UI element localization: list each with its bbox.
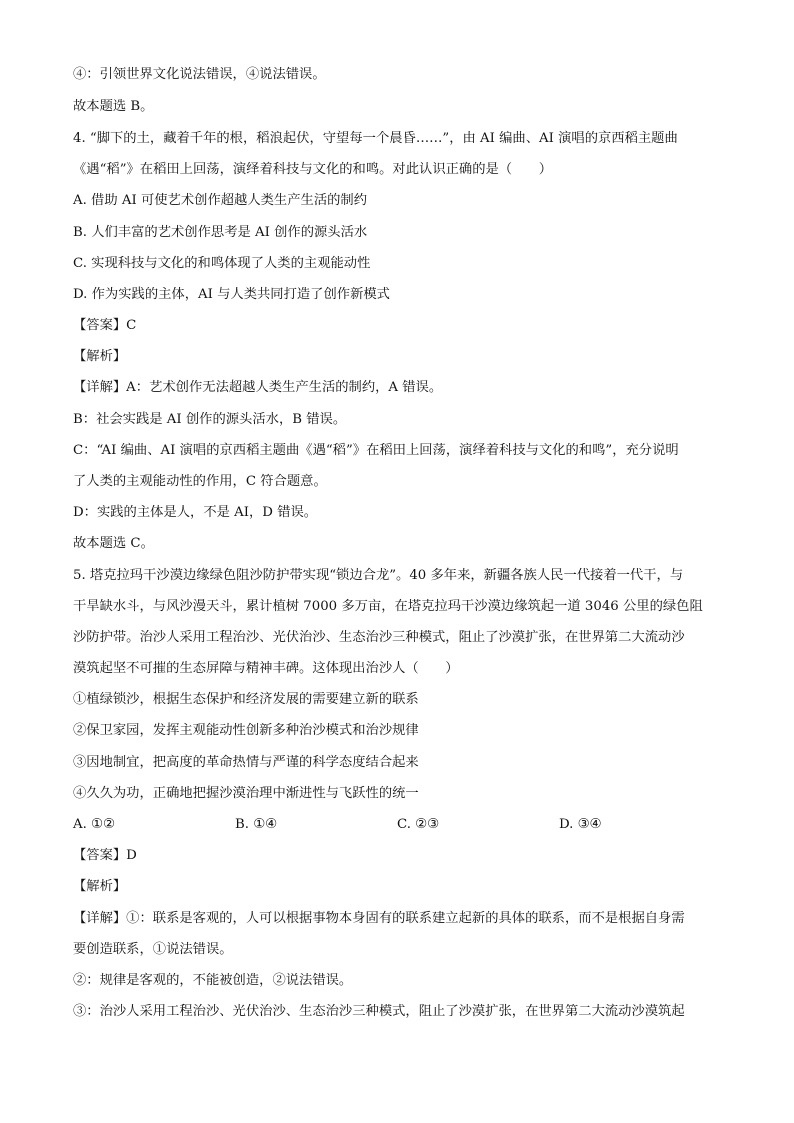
option-b: B. ①④ <box>235 817 278 832</box>
statement-1: ①植绿锁沙，根据生态保护和经济发展的需要建立新的联系 <box>73 692 419 707</box>
analysis-text: ③：治沙人采用工程治沙、光伏治沙、生态治沙三种模式，阻止了沙漠扩张，在世界第二大流动沙漠筑起 <box>73 1004 685 1019</box>
options-row <box>73 817 723 833</box>
question-5-stem: 漠筑起坚不可摧的生态屏障与精神丰碑。这体现出治沙人（ ） <box>73 661 459 676</box>
question-5-stem: 5. 塔克拉玛干沙漠边缘绿色阻沙防护带实现“锁边合龙”。40 多年来，新疆各族人民一代接着一代干，与 <box>73 568 684 583</box>
analysis-text: 了人类的主观能动性的作用，C 符合题意。 <box>73 474 327 489</box>
answer-label: 【答案】D <box>73 848 137 863</box>
statement-2: ②保卫家园，发挥主观能动性创新多种治沙模式和治沙规律 <box>73 723 419 738</box>
option-c: C. ②③ <box>397 817 439 832</box>
option-d: D. 作为实践的主体，AI 与人类共同打造了创作新模式 <box>73 287 390 302</box>
text-line: 故本题选 C。 <box>73 536 154 551</box>
analysis-text: D：实践的主体是人，不是 AI，D 错误。 <box>73 505 318 520</box>
statement-4: ④久久为功，正确地把握沙漠治理中渐进性与飞跃性的统一 <box>73 786 419 801</box>
analysis-text: C：“AI 编曲、AI 演唱的京西稻主题曲《遇“稻”》在稻田上回荡，演绎着科技与文化的和鸣”，充分说明 <box>73 443 679 458</box>
question-4-stem: 4. “脚下的土，藏着千年的根，稻浪起伏，守望每一个晨昏……”，由 AI 编曲、AI 演唱的京西稻主题曲 <box>73 131 678 146</box>
option-a: A. ①② <box>73 817 115 832</box>
option-d: D. ③④ <box>559 817 602 832</box>
option-a: A. 借助 AI 可使艺术创作超越人类生产生活的制约 <box>73 193 368 208</box>
question-5-stem: 干旱缺水斗，与风沙漫天斗，累计植树 7000 多万亩，在塔克拉玛干沙漠边缘筑起一道 3046 公里的绿色阻 <box>73 599 703 614</box>
analysis-label: 【解析】 <box>73 879 127 894</box>
text-line: ④：引领世界文化说法错误，④说法错误。 <box>73 67 326 82</box>
analysis-text: ②：规律是客观的，不能被创造，②说法错误。 <box>73 973 353 988</box>
text-line: 故本题选 B。 <box>73 99 154 114</box>
question-4-stem: 《遇“稻”》在稻田上回荡，演绎着科技与文化的和鸣。对此认识正确的是（ ） <box>73 162 552 177</box>
analysis-text: 【详解】①：联系是客观的，人可以根据事物本身固有的联系建立起新的具体的联系，而不是根据自身需 <box>73 911 685 926</box>
question-5-stem: 沙防护带。治沙人采用工程治沙、光伏治沙、生态治沙三种模式，阻止了沙漠扩张，在世界第二大流动沙 <box>73 630 685 645</box>
analysis-text: B：社会实践是 AI 创作的源头活水，B 错误。 <box>73 412 347 427</box>
analysis-text: 【详解】A：艺术创作无法超越人类生产生活的制约，A 错误。 <box>73 380 443 395</box>
analysis-text: 要创造联系，①说法错误。 <box>73 942 233 957</box>
answer-label: 【答案】C <box>73 318 137 333</box>
statement-3: ③因地制宜，把高度的革命热情与严谨的科学态度结合起来 <box>73 755 419 770</box>
option-c: C. 实现科技与文化的和鸣体现了人类的主观能动性 <box>73 256 371 271</box>
option-b: B. 人们丰富的艺术创作思考是 AI 创作的源头活水 <box>73 225 368 240</box>
analysis-label: 【解析】 <box>73 349 127 364</box>
